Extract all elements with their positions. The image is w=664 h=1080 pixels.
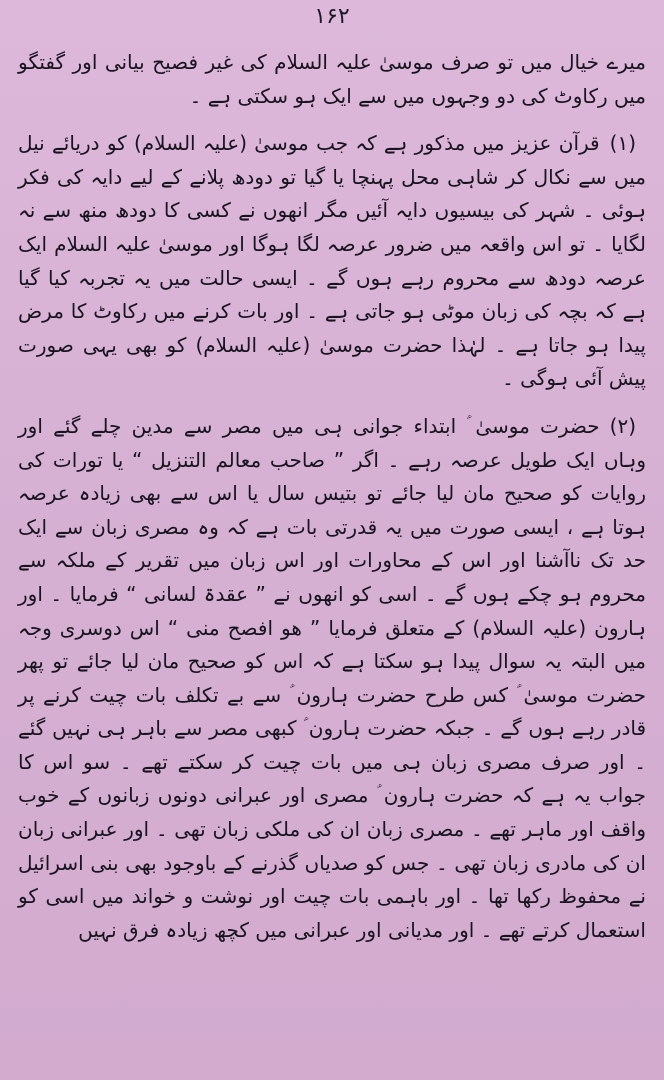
paragraph-text: قرآن عزیز میں مذکور ہے کہ جب موسیٰ (علیہ السلام) کو دریائے نیل میں سے نکال کر شاہی محل پہنچا یا گیا تو دودھ پلانے کے لیے دایہ کی فکر ہوئی ۔ شہر کی بیسیوں دایہ آئیں مگر انھوں نے کسی کا دودھ منھ سے نہ لگایا ۔ تو اس واقعہ میں ضرور عرصہ لگا ہوگا اور موسیٰ علیہ السلام ایک عرصہ دودھ سے محروم رہے ہوں گے ۔ ایسی حالت میں یہ تجربہ کیا گیا ہے کہ بچہ کی زبان موٹی ہو جاتی ہے ۔ اور بات کرنے میں رکاوٹ کا مرض پیدا ہو جاتا ہے ۔ لہٰذا حضرت موسیٰ (علیہ السلام) کو بھی یہی صورت پیش آئی ہوگی ۔: [18, 131, 646, 391]
paragraph-text: حضرت موسیٰ ؑ ابتداء جوانی ہی میں مصر سے مدین چلے گئے اور وہاں ایک طویل عرصہ رہے ۔ اگر ” صاحب معالم التنزیل “ یا تورات کی روایات کو صحیح مان لیا جائے تو بتیس سال یا اس سے بھی زیادہ عرصہ ہوتا ہے ، ایسی صورت میں یہ قدرتی بات ہے کہ وہ مصری زبان سے ایک حد تک ناآشنا اور اس کے محاورات اور اس زبان میں تقریر کے ملکہ سے محروم ہو چکے ہوں گے ۔ اسی کو انھوں نے ” عقدۃ لسانی “ فرمایا ۔ اور ہارون (علیہ السلام) کے متعلق فرمایا ” ھو افصح منی “ اس دوسری وجہ میں البتہ یہ سوال پیدا ہو سکتا ہے کہ اس کو صحیح مان لیا جائے تو پھر حضرت موسیٰ ؑ کس طرح حضرت ہارون ؑ سے بے تکلف بات چیت کرنے پر قادر رہے ہوں گے ۔ جبکہ حضرت ہارون ؑ کبھی مصر سے باہر ہی نہیں گئے ۔ اور صرف مصری زبان ہی میں بات چیت کر سکتے تھے ۔ سو اس کا جواب یہ ہے کہ حضرت ہارون ؑ مصری اور عبرانی دونوں زبانوں کے خوب واقف اور ماہر تھے ۔ مصری زبان ان کی ملکی زبان تھی ۔ اور عبرانی زبان ان کی مادری زبان تھی ۔ جس کو صدیاں گذرنے کے باوجود بھی بنی اسرائیل نے محفوظ رکھا تھا ۔ اور باہمی بات چیت اور نوشت و خواند میں اسی کو استعمال کرتے تھے ۔ اور مدیانی اور عبرانی میں کچھ زیادہ فرق نہیں: [18, 413, 646, 942]
paragraph-marker: (۲): [609, 413, 636, 438]
paragraph-reason-2: [18, 410, 646, 948]
paragraph-marker: (۱): [609, 131, 636, 156]
page-number: ۱۶۲: [314, 4, 350, 29]
paragraph-intro: [18, 46, 646, 113]
paragraph-reason-1: [18, 127, 646, 396]
body-text: [18, 46, 646, 947]
paragraph-text: میرے خیال میں تو صرف موسیٰ علیہ السلام کی غیر فصیح بیانی اور گفتگو میں رکاوٹ کی دو وجہوں میں سے ایک ہو سکتی ہے ۔: [18, 50, 646, 108]
